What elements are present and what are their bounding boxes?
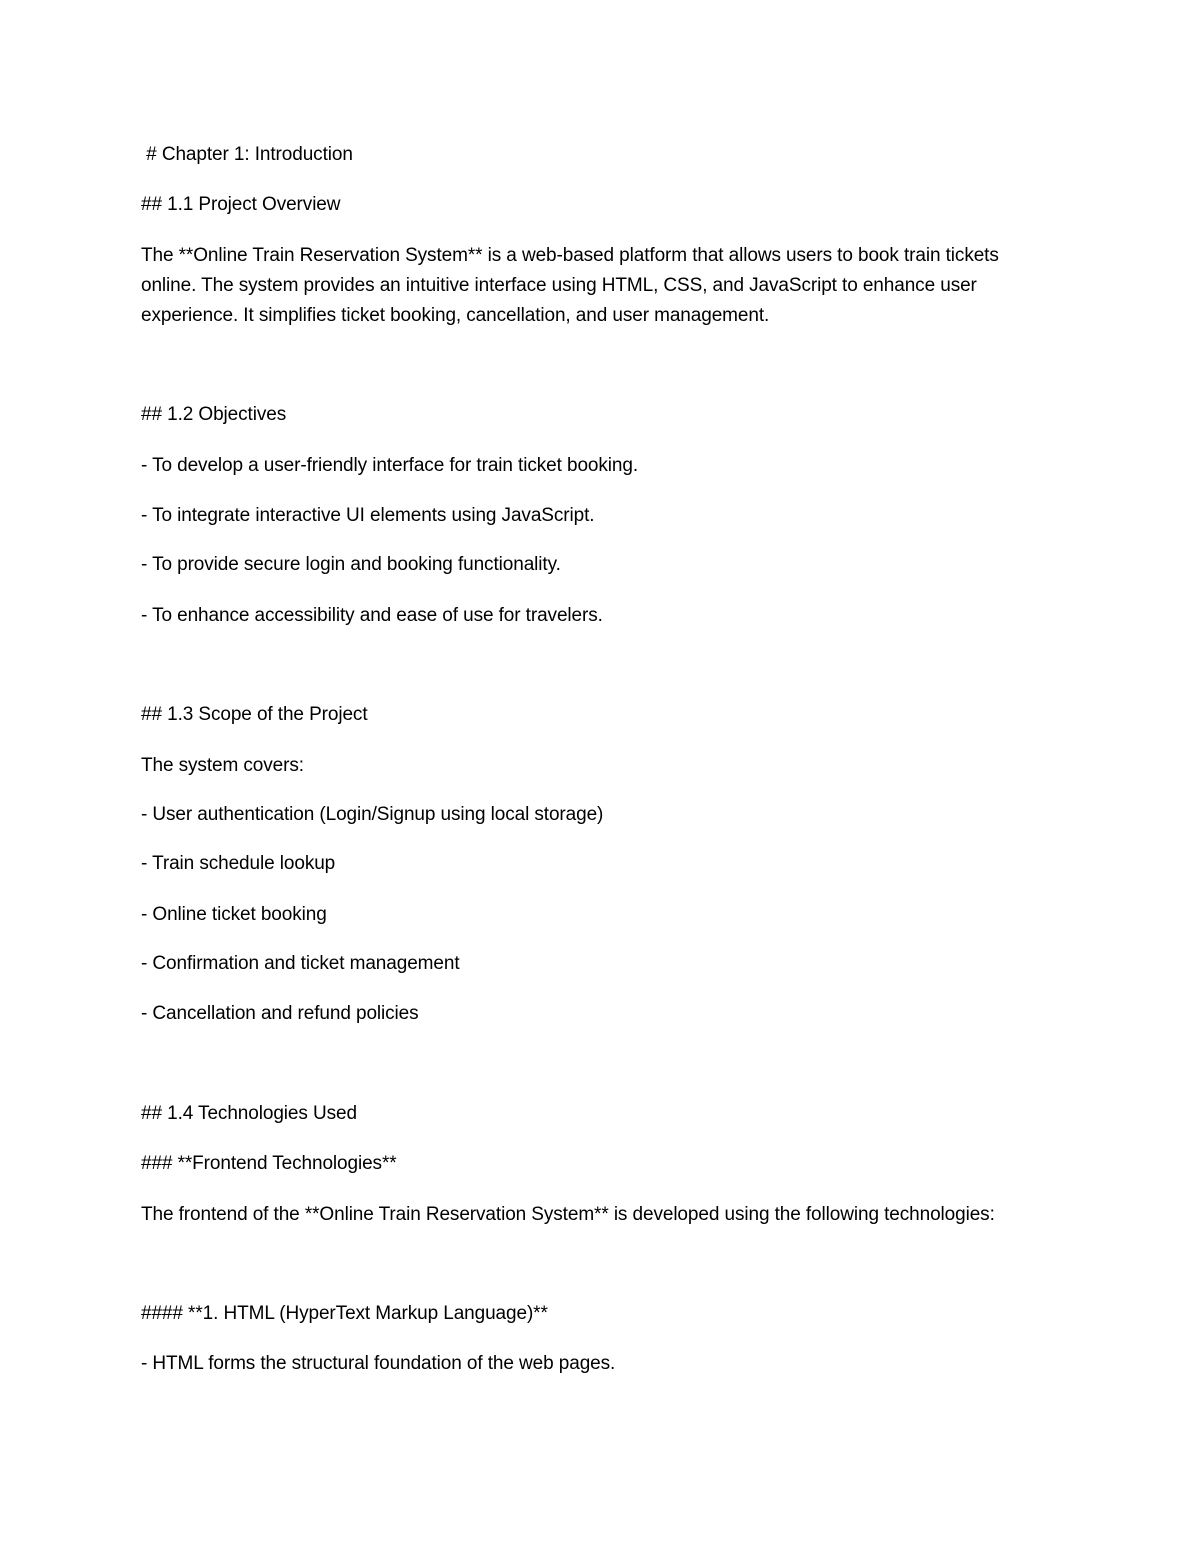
list-item: - Online ticket booking	[141, 904, 327, 925]
list-item: - Cancellation and refund policies	[141, 1003, 419, 1024]
section-heading-technologies: ## 1.4 Technologies Used	[141, 1103, 357, 1124]
section-heading-overview: ## 1.1 Project Overview	[141, 194, 341, 215]
frontend-intro: The frontend of the **Online Train Reservation System** is developed using the following technologies:	[141, 1204, 995, 1225]
list-item: - User authentication (Login/Signup using local storage)	[141, 804, 604, 825]
list-item: - Train schedule lookup	[141, 853, 336, 874]
subsection-heading-frontend: ### **Frontend Technologies**	[141, 1153, 397, 1174]
section-heading-scope: ## 1.3 Scope of the Project	[141, 704, 368, 725]
scope-intro: The system covers:	[141, 755, 304, 776]
subsubsection-heading-html: #### **1. HTML (HyperText Markup Language)**	[141, 1303, 548, 1324]
list-item: - HTML forms the structural foundation of the web pages.	[141, 1353, 616, 1374]
list-item: - To develop a user-friendly interface for train ticket booking.	[141, 455, 639, 476]
list-item: - Confirmation and ticket management	[141, 953, 460, 974]
list-item: - To provide secure login and booking functionality.	[141, 554, 561, 575]
section-heading-objectives: ## 1.2 Objectives	[141, 404, 287, 425]
list-item: - To enhance accessibility and ease of use for travelers.	[141, 605, 603, 626]
overview-paragraph-line-1: The **Online Train Reservation System** is a web-based platform that allows users to book train tickets	[141, 245, 999, 266]
chapter-heading: # Chapter 1: Introduction	[141, 144, 353, 165]
overview-paragraph-line-3: experience. It simplifies ticket booking, cancellation, and user management.	[141, 305, 770, 326]
list-item: - To integrate interactive UI elements using JavaScript.	[141, 505, 595, 526]
overview-paragraph-line-2: online. The system provides an intuitive interface using HTML, CSS, and JavaScript to enhance user	[141, 275, 977, 296]
